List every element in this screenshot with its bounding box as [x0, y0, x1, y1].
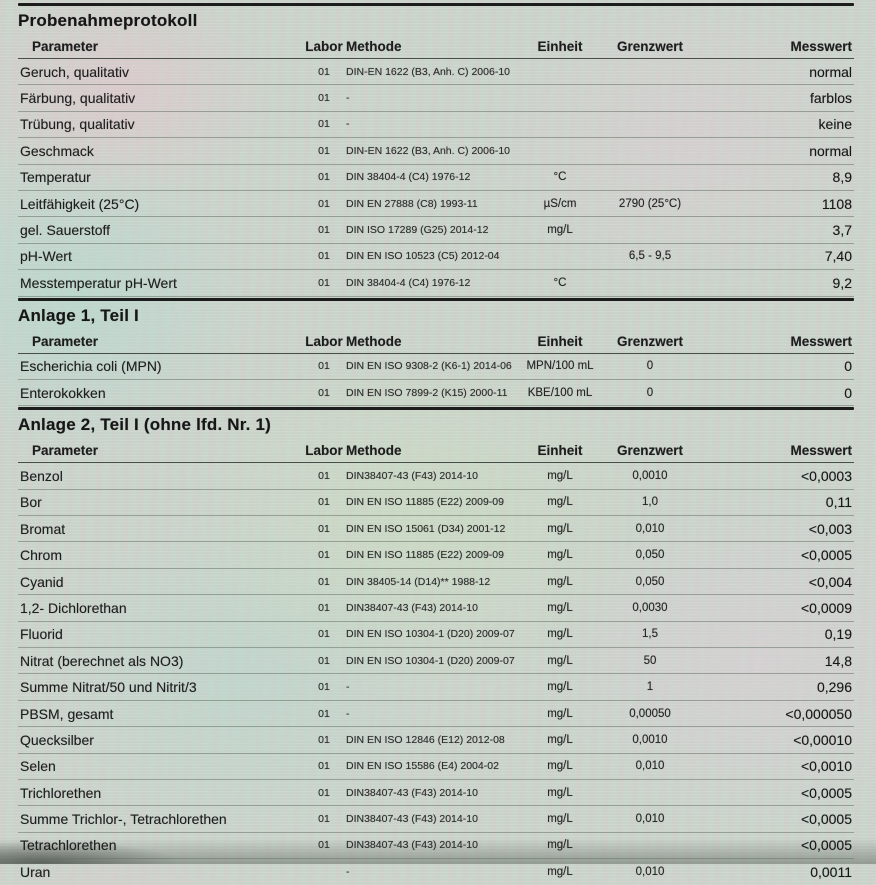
column-header-grenzwert: Grenzwert: [616, 443, 684, 459]
column-header-einheit: Einheit: [537, 39, 583, 54]
cell-grenzwert: 0,0030: [632, 601, 668, 614]
table-row: [18, 165, 854, 191]
cell-messwert: normal: [809, 142, 852, 159]
cell-messwert: 7,40: [824, 248, 852, 265]
cell-grenzwert: 1,0: [642, 496, 658, 509]
table-row: [18, 217, 854, 243]
cell-einheit: MPN/100 mL: [526, 360, 594, 373]
cell-einheit: mg/L: [547, 496, 573, 509]
column-header-einheit: Einheit: [537, 443, 583, 459]
cell-messwert: <0,003: [808, 520, 852, 537]
cell-messwert: farblos: [809, 90, 852, 107]
table-row: [18, 138, 854, 164]
cell-parameter: Leitfähigkeit (25°C): [20, 195, 140, 212]
cell-einheit: mg/L: [547, 601, 573, 614]
cell-methode: DIN38407-43 (F43) 2014-10: [346, 786, 478, 799]
cell-einheit: mg/L: [547, 549, 573, 562]
cell-methode: DIN EN ISO 15061 (D34) 2001-12: [346, 522, 506, 535]
cell-labor: 01: [318, 760, 330, 773]
cell-einheit: mg/L: [547, 522, 573, 535]
cell-labor: 01: [318, 469, 330, 482]
cell-grenzwert: 50: [643, 654, 657, 667]
cell-parameter: Summe Nitrat/50 und Nitrit/3: [20, 679, 197, 696]
cell-parameter: Nitrat (berechnet als NO3): [20, 652, 184, 669]
cell-methode: DIN38407-43 (F43) 2014-10: [346, 601, 478, 614]
cell-labor: 01: [318, 65, 330, 78]
cell-labor: 01: [318, 197, 330, 210]
cell-labor: 01: [318, 522, 330, 535]
cell-messwert: 0,19: [824, 626, 852, 643]
table-row: [18, 648, 854, 674]
table-row: [18, 569, 854, 595]
cell-messwert: 0: [844, 358, 852, 375]
cell-messwert: 0,0011: [810, 863, 852, 880]
cell-labor: 01: [318, 118, 330, 131]
column-header-grenzwert: Grenzwert: [616, 39, 684, 54]
cell-grenzwert: 0: [646, 360, 654, 373]
cell-parameter: pH-Wert: [20, 248, 72, 265]
cell-einheit: mg/L: [547, 224, 573, 237]
cell-labor: 01: [318, 171, 330, 184]
cell-methode: DIN38407-43 (F43) 2014-10: [346, 813, 478, 826]
cell-einheit: mg/L: [547, 469, 573, 482]
cell-grenzwert: 0,050: [635, 549, 665, 562]
cell-grenzwert: 0,0010: [632, 469, 668, 482]
table-row: [18, 112, 854, 138]
cell-methode: -: [346, 118, 350, 131]
cell-labor: 01: [318, 92, 330, 105]
cell-methode: DIN ISO 17289 (G25) 2014-12: [346, 224, 489, 237]
cell-methode: -: [346, 681, 350, 694]
cell-grenzwert: 0,010: [635, 760, 665, 773]
cell-einheit: mg/L: [547, 733, 573, 746]
cell-grenzwert: 0,00050: [629, 707, 671, 720]
cell-messwert: 14,8: [824, 652, 852, 669]
table-row: [18, 622, 854, 648]
column-header-parameter: Parameter: [32, 443, 99, 459]
cell-methode: DIN EN ISO 10304-1 (D20) 2009-07: [346, 654, 515, 667]
cell-parameter: Quecksilber: [20, 731, 94, 748]
section-rows: [18, 354, 854, 407]
cell-parameter: PBSM, gesamt: [20, 705, 114, 722]
table-row: [18, 701, 854, 727]
cell-parameter: Benzol: [20, 467, 63, 484]
cell-labor: 01: [318, 276, 330, 289]
cell-methode: DIN-EN 1622 (B3, Anh. C) 2006-10: [346, 144, 511, 157]
table-row: [18, 354, 854, 380]
table-row: [18, 59, 854, 85]
cell-labor: 01: [318, 681, 330, 694]
cell-einheit: mg/L: [547, 865, 573, 878]
cell-labor: 01: [318, 786, 330, 799]
cell-einheit: mg/L: [547, 707, 573, 720]
cell-einheit: mg/L: [547, 760, 573, 773]
cell-parameter: Selen: [20, 758, 56, 775]
cell-parameter: Chrom: [20, 547, 63, 564]
column-header-methode: Methode: [346, 39, 402, 54]
table-row: [18, 859, 854, 884]
cell-parameter: Trübung, qualitativ: [20, 116, 135, 133]
cell-messwert: 0,296: [816, 679, 852, 696]
cell-messwert: <0,0010: [801, 758, 852, 775]
column-header-parameter: Parameter: [32, 39, 99, 54]
table-row: [18, 191, 854, 217]
cell-labor: 01: [318, 496, 330, 509]
cell-parameter: Enterokokken: [20, 384, 106, 401]
cell-methode: DIN EN ISO 10304-1 (D20) 2009-07: [346, 628, 515, 641]
column-header-grenzwert: Grenzwert: [616, 333, 684, 349]
cell-labor: 01: [318, 707, 330, 720]
cell-einheit: mg/L: [547, 575, 573, 588]
column-header-messwert: Messwert: [790, 39, 852, 54]
cell-methode: DIN EN ISO 15586 (E4) 2004-02: [346, 760, 499, 773]
table-row: [18, 595, 854, 621]
cell-parameter: Geschmack: [20, 142, 94, 159]
cell-labor: 01: [318, 144, 330, 157]
cell-methode: -: [346, 865, 350, 878]
cell-methode: DIN38407-43 (F43) 2014-10: [346, 469, 478, 482]
cell-methode: DIN EN ISO 7899-2 (K15) 2000-11: [346, 386, 508, 399]
cell-methode: DIN 38404-4 (C4) 1976-12: [346, 171, 471, 184]
cell-parameter: Cyanid: [20, 573, 64, 590]
protocol-section: [18, 407, 854, 884]
cell-einheit: mg/L: [547, 813, 573, 826]
table-row: [18, 270, 854, 296]
cell-messwert: keine: [818, 116, 852, 133]
cell-methode: DIN 38405-14 (D14)** 1988-12: [346, 575, 491, 588]
cell-messwert: <0,0005: [801, 784, 852, 801]
cell-methode: DIN-EN 1622 (B3, Anh. C) 2006-10: [346, 65, 511, 78]
cell-labor: 01: [318, 601, 330, 614]
column-header-messwert: Messwert: [790, 443, 852, 459]
cell-messwert: 9,2: [832, 274, 852, 291]
cell-messwert: <0,0003: [801, 467, 852, 484]
cell-einheit: mg/L: [547, 786, 573, 799]
cell-parameter: Trichlorethen: [20, 784, 102, 801]
cell-messwert: <0,0005: [801, 811, 852, 828]
cell-grenzwert: 0: [646, 386, 654, 399]
cell-parameter: Fluorid: [20, 626, 63, 643]
cell-methode: -: [346, 707, 350, 720]
cell-messwert: 3,7: [832, 222, 852, 239]
cell-labor: 01: [318, 839, 330, 852]
table-row: [18, 674, 854, 700]
cell-parameter: 1,2- Dichlorethan: [20, 599, 127, 616]
cell-parameter: Geruch, qualitativ: [20, 63, 129, 80]
cell-grenzwert: 1,5: [642, 628, 658, 641]
cell-einheit: KBE/100 mL: [527, 386, 593, 399]
cell-grenzwert: 0,010: [635, 865, 665, 878]
cell-einheit: mg/L: [547, 654, 573, 667]
cell-grenzwert: 1: [646, 681, 654, 694]
cell-einheit: mg/L: [547, 681, 573, 694]
cell-grenzwert: 0,010: [635, 813, 665, 826]
cell-parameter: Bor: [20, 494, 42, 511]
section-title: Anlage 2, Teil I (ohne lfd. Nr. 1): [18, 415, 272, 435]
table-row: [18, 380, 854, 406]
cell-methode: DIN EN ISO 11885 (E22) 2009-09: [346, 496, 504, 509]
cell-einheit: µS/cm: [543, 197, 577, 210]
cell-messwert: <0,000050: [785, 705, 852, 722]
column-header-messwert: Messwert: [790, 333, 852, 349]
table-row: [18, 754, 854, 780]
cell-labor: 01: [318, 360, 330, 373]
cell-messwert: 0: [844, 384, 852, 401]
cell-methode: DIN EN ISO 10523 (C5) 2012-04: [346, 250, 500, 263]
cell-messwert: <0,0009: [801, 599, 852, 616]
protocol-section: [18, 3, 854, 297]
table-row: [18, 85, 854, 111]
table-row: [18, 833, 854, 859]
table-row: [18, 727, 854, 753]
cell-labor: 01: [318, 628, 330, 641]
cell-einheit: °C: [553, 276, 567, 289]
cell-parameter: Tetrachlorethen: [20, 837, 117, 854]
table-row: [18, 463, 854, 489]
cell-messwert: <0,0005: [801, 547, 852, 564]
cell-einheit: °C: [553, 171, 567, 184]
cell-messwert: normal: [809, 63, 852, 80]
column-header-methode: Methode: [346, 443, 402, 459]
cell-grenzwert: 0,010: [635, 522, 665, 535]
cell-einheit: mg/L: [547, 628, 573, 641]
cell-messwert: <0,00010: [793, 731, 852, 748]
column-header-methode: Methode: [346, 333, 402, 349]
cell-labor: 01: [318, 549, 330, 562]
cell-parameter: Uran: [20, 863, 51, 880]
protocol-section: [18, 298, 854, 407]
cell-parameter: Temperatur: [20, 169, 91, 186]
cell-grenzwert: 0,0010: [632, 733, 668, 746]
table-row: [18, 806, 854, 832]
column-header-labor: Labor: [305, 39, 343, 54]
cell-methode: DIN38407-43 (F43) 2014-10: [346, 839, 478, 852]
cell-messwert: 8,9: [832, 169, 852, 186]
cell-methode: DIN 38404-4 (C4) 1976-12: [346, 276, 471, 289]
cell-labor: 01: [318, 224, 330, 237]
cell-parameter: Bromat: [20, 520, 66, 537]
cell-labor: 01: [318, 250, 330, 263]
cell-messwert: <0,0005: [801, 837, 852, 854]
cell-methode: DIN EN 27888 (C8) 1993-11: [346, 197, 478, 210]
table-row: [18, 516, 854, 542]
cell-labor: 01: [318, 733, 330, 746]
table-row: [18, 490, 854, 516]
cell-grenzwert: 0,050: [635, 575, 665, 588]
table-header-row: [18, 329, 854, 354]
cell-labor: 01: [318, 386, 330, 399]
cell-labor: 01: [318, 654, 330, 667]
section-title: Anlage 1, Teil I: [18, 305, 139, 325]
section-rows: [18, 463, 854, 884]
table-row: [18, 244, 854, 270]
cell-parameter: Escherichia coli (MPN): [20, 358, 162, 375]
cell-messwert: 1108: [821, 195, 852, 212]
cell-grenzwert: 6,5 - 9,5: [628, 250, 672, 263]
section-rows: [18, 59, 854, 297]
cell-parameter: Summe Trichlor-, Tetrachlorethen: [20, 811, 227, 828]
column-header-labor: Labor: [305, 443, 343, 459]
cell-parameter: Färbung, qualitativ: [20, 90, 136, 107]
section-title: Probenahmeprotokoll: [18, 11, 198, 30]
column-header-einheit: Einheit: [537, 333, 583, 349]
table-row: [18, 780, 854, 806]
cell-messwert: <0,004: [808, 573, 852, 590]
table-header-row: [18, 438, 854, 463]
column-header-parameter: Parameter: [32, 333, 99, 349]
cell-methode: DIN EN ISO 12846 (E12) 2012-08: [346, 733, 505, 746]
cell-methode: DIN EN ISO 11885 (E22) 2009-09: [346, 549, 504, 562]
cell-methode: DIN EN ISO 9308-2 (K6-1) 2014-06: [346, 360, 512, 373]
cell-methode: -: [346, 92, 350, 105]
cell-grenzwert: 2790 (25°C): [618, 197, 682, 210]
cell-einheit: mg/L: [547, 839, 573, 852]
column-header-labor: Labor: [305, 333, 343, 349]
table-row: [18, 542, 854, 568]
cell-labor: 01: [318, 575, 330, 588]
cell-parameter: gel. Sauerstoff: [20, 222, 111, 239]
cell-parameter: Messtemperatur pH-Wert: [20, 274, 177, 291]
cell-messwert: 0,11: [825, 494, 852, 511]
cell-labor: 01: [318, 813, 330, 826]
table-header-row: [18, 34, 854, 59]
